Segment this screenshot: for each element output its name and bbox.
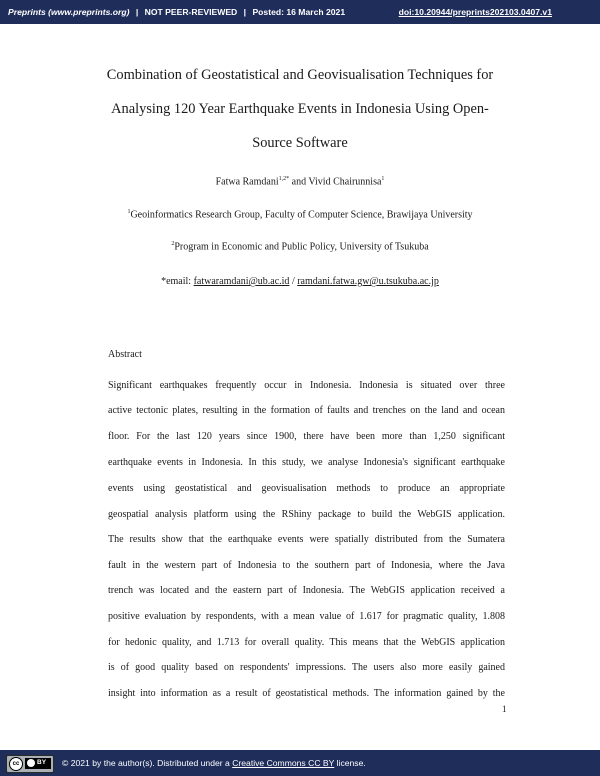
posted-date: Posted: 16 March 2021 [252, 7, 346, 17]
review-status: NOT PEER-REVIEWED [144, 7, 238, 17]
preprints-site-link[interactable]: Preprints (www.preprints.org) [8, 7, 130, 17]
abstract-line: floor. For the last 120 years since 1900, there have been more than 1,250 significant [108, 431, 505, 442]
email-label: *email: [161, 276, 192, 287]
license-footer-bar [0, 750, 600, 776]
header-info [8, 7, 345, 17]
abstract-line: events using geostatistical and geovisualisation methods to produce an appropriate [108, 483, 505, 494]
author-name: Vivid Chairunnisa [308, 176, 382, 188]
cc-by-badge-icon[interactable] [6, 755, 54, 773]
license-suffix: license. [336, 758, 366, 768]
affiliation-marker: 2 [171, 241, 175, 247]
preprint-header-bar [0, 0, 600, 24]
affiliation-marker: 1 [127, 209, 131, 215]
affiliation-2 [40, 241, 560, 252]
abstract-line: earthquake events in Indonesia. In this study, we analyse Indonesia's significant earthquake [108, 457, 505, 468]
author-connector: and [291, 176, 307, 188]
header-separator: | [243, 7, 247, 17]
abstract-line: geospatial analysis platform using the RShiny package to build the WebGIS application. [108, 509, 505, 520]
attribution-person-icon [27, 759, 35, 767]
author-list [40, 176, 560, 187]
abstract-line: for hedonic quality, and 1.713 for overall quality. This means that the WebGIS application [108, 637, 505, 648]
license-link[interactable]: Creative Commons CC BY [232, 758, 335, 768]
affiliation-text: Program in Economic and Public Policy, University of Tsukuba [174, 241, 429, 253]
abstract-line: trench was located and the eastern part of Indonesia. The WebGIS application received a [108, 585, 505, 596]
email-divider: / [291, 276, 295, 287]
author-affiliation-marker: 1,2* [278, 176, 290, 182]
affiliation-text: Geoinformatics Research Group, Faculty of Computer Science, Brawijaya University [130, 209, 473, 221]
affiliation-1 [40, 209, 560, 220]
abstract-line: fault in the western part of Indonesia to the southern part of Indonesia, where the Java [108, 560, 505, 571]
by-label: BY [37, 759, 47, 766]
page-number: 1 [502, 704, 507, 714]
author-affiliation-marker: 1 [381, 176, 385, 182]
abstract-line: is of good quality based on respondents' impressions. The users also more easily gained [108, 662, 505, 673]
paper-title-line-2: Analysing 120 Year Earthquake Events in Indonesia Using Open- [111, 101, 489, 117]
abstract-line: positive evaluation by respondents, with a mean value of 1.617 for pragmatic quality, 1.808 [108, 611, 505, 622]
author-name: Fatwa Ramdani [215, 176, 279, 188]
abstract-line: Significant earthquakes frequently occur in Indonesia. Indonesia is situated over three [108, 380, 505, 391]
email-link-1[interactable]: fatwaramdani@ub.ac.id [193, 276, 290, 287]
license-notice [62, 758, 366, 768]
paper-title-line-1: Combination of Geostatistical and Geovisualisation Techniques for [106, 67, 494, 83]
doi-link[interactable]: doi:10.20944/preprints202103.0407.v1 [398, 7, 552, 17]
cc-logo-icon: cc [9, 757, 23, 771]
license-prefix: © 2021 by the author(s). Distributed under a [62, 758, 230, 768]
email-link-2[interactable]: ramdani.fatwa.gw@u.tsukuba.ac.jp [297, 276, 439, 287]
corresponding-email [40, 276, 560, 287]
paper-title-line-3: Source Software [252, 135, 348, 151]
abstract-line: The results show that the earthquake events were spatially distributed from the Sumatera [108, 534, 505, 545]
header-separator: | [135, 7, 139, 17]
abstract-line: insight into information as a result of geostatistical methods. The information gained by the [108, 688, 505, 699]
abstract-heading: Abstract [108, 349, 142, 360]
abstract-line: active tectonic plates, resulting in the formation of faults and trenches on the land and ocean [108, 405, 505, 416]
